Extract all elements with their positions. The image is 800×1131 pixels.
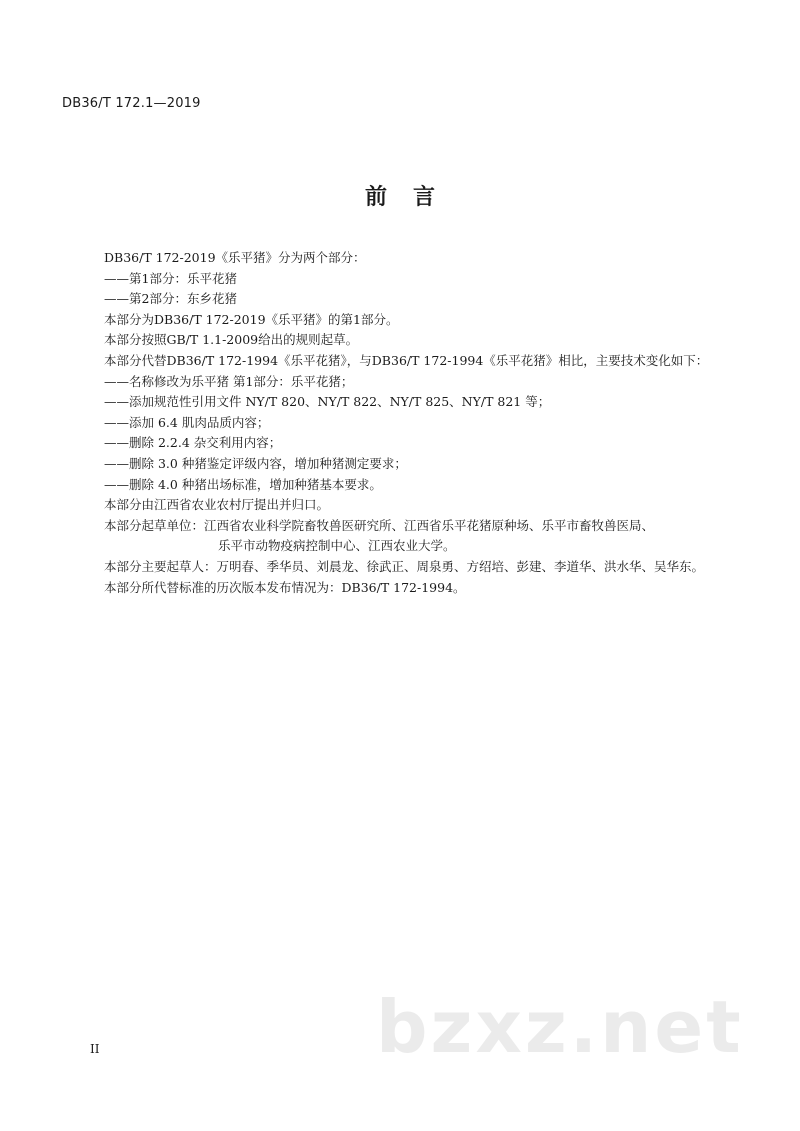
page-title: 前言 (364, 185, 461, 210)
list-item-change-standard: ——删除 4.0 种猪出场标准，增加种猪基本要求。 (104, 476, 382, 492)
list-item-change-crossbreeding: ——删除 2.2.4 杂交利用内容； (104, 435, 282, 451)
paragraph-replaces: 本部分代替DB36/T 172-1994《乐平花猪》，与DB36/T 172-1994《乐平花猪》相比，主要技术变化如下： (104, 352, 709, 368)
list-item-change-meat-quality: ——添加 6.4 肌肉品质内容； (104, 414, 270, 430)
list-item-part2: ——第2部分：东乡花猪 (104, 291, 237, 307)
page-number: II (90, 1042, 100, 1056)
paragraph-drafters: 本部分主要起草人：万明春、季华员、刘晨龙、徐武正、周泉勇、方绍培、彭建、李道华、洪水华、吴华东。 (104, 558, 705, 574)
paragraph-history: 本部分所代替标准的历次版本发布情况为：DB36/T 172-1994。 (104, 579, 466, 595)
paragraph-parts-intro: DB36/T 172-2019《乐平猪》分为两个部分： (104, 250, 366, 265)
foreword-body (62, 248, 722, 598)
paragraph-drafting-units-cont: 乐平市动物疫病控制中心、江西农业大学。 (218, 538, 456, 554)
paragraph-drafting-units: 本部分起草单位：江西省农业科学院畜牧兽医研究所、江西省乐平花猪原种场、乐平市畜牧兽医局、 (104, 517, 655, 533)
list-item-change-references: ——添加规范性引用文件 NY/T 820、NY/T 822、NY/T 825、NY/T 821 等； (104, 394, 551, 410)
paragraph-proposed-by: 本部分由江西省农业农村厅提出并归口。 (104, 497, 330, 513)
paragraph-drafting-rules: 本部分按照GB/T 1.1-2009给出的规则起草。 (104, 332, 359, 348)
paragraph-part-statement: 本部分为DB36/T 172-2019《乐平猪》的第1部分。 (104, 311, 399, 327)
watermark-logo: bzxz.net (376, 985, 744, 1069)
header-code: DB36/T 172.1—2019 (62, 96, 201, 111)
list-item-part1: ——第1部分：乐平花猪 (104, 270, 237, 286)
list-item-change-name: ——名称修改为乐平猪 第1部分：乐平花猪； (104, 373, 354, 389)
list-item-change-grading: ——删除 3.0 种猪鉴定评级内容，增加种猪测定要求； (104, 455, 407, 471)
